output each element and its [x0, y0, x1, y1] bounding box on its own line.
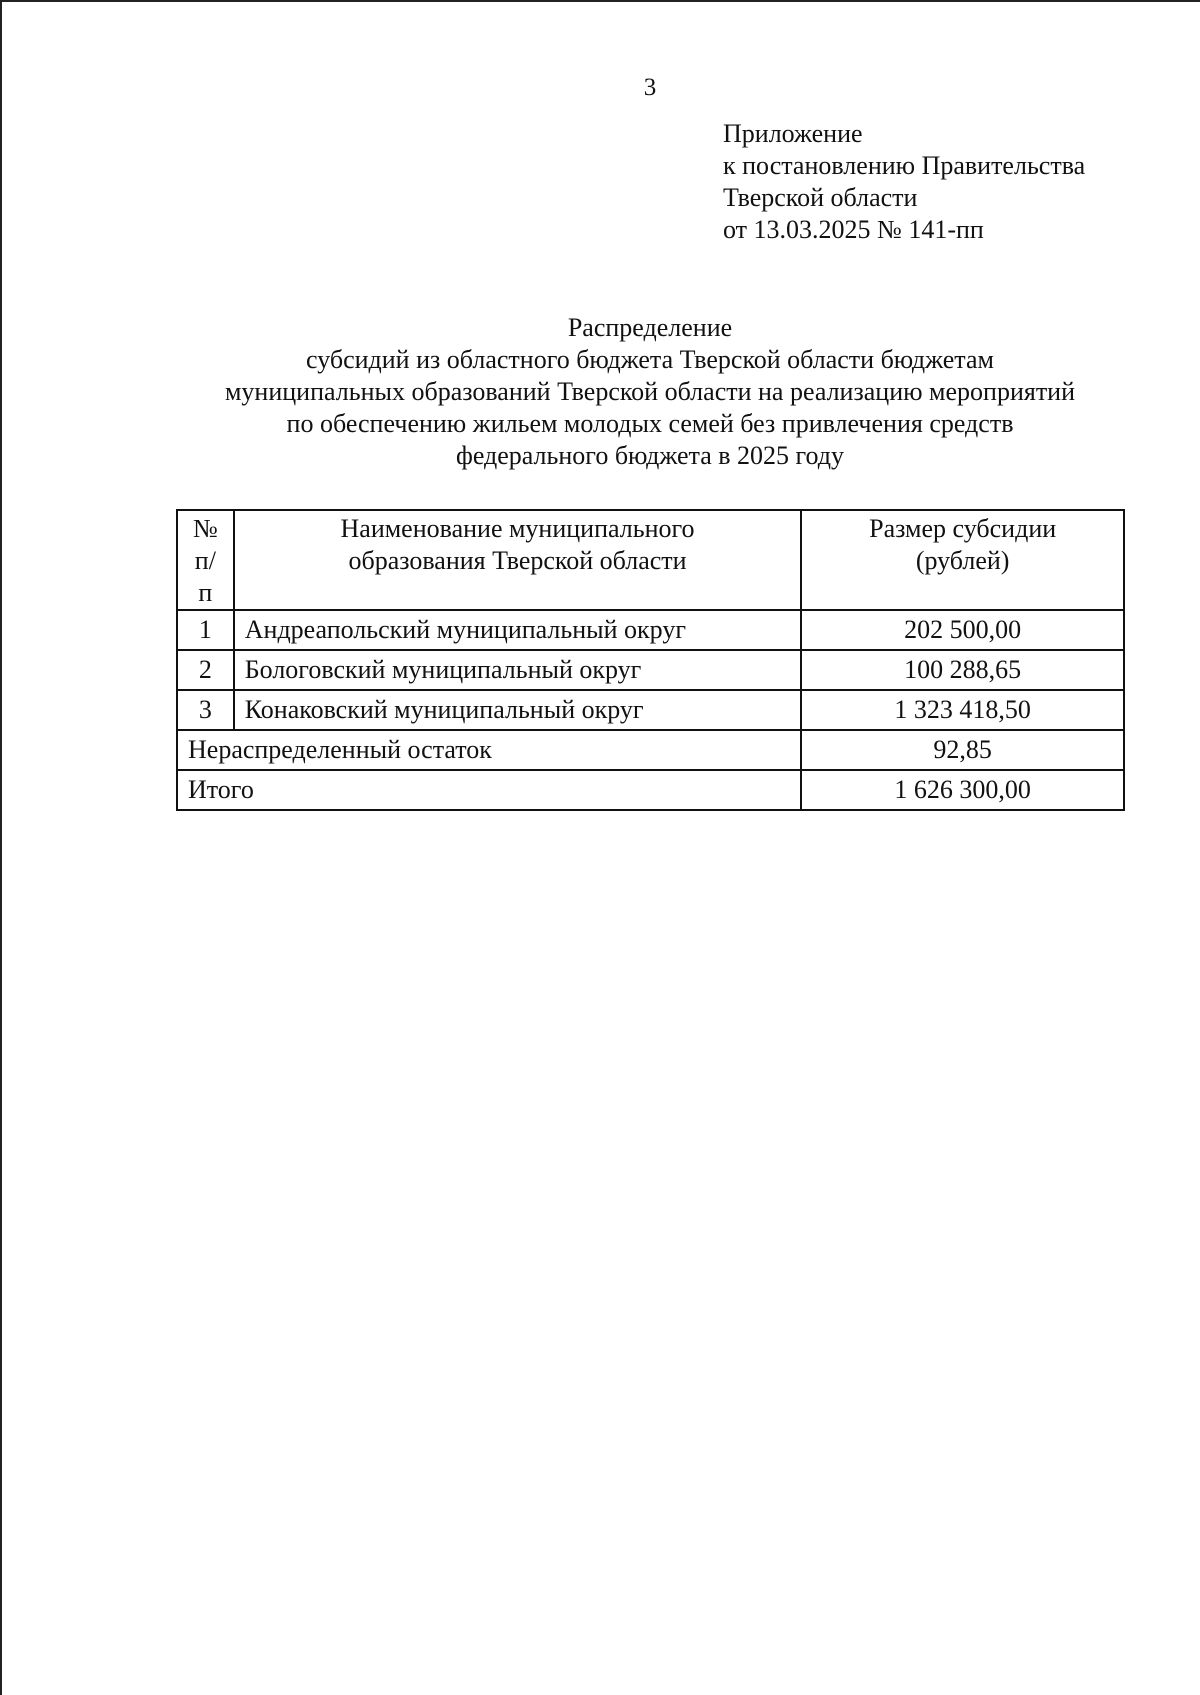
document-heading [160, 312, 1140, 472]
row-name: Бологовский муниципальный округ [234, 650, 802, 690]
remainder-row [177, 730, 1124, 770]
row-num: 3 [177, 690, 234, 730]
remainder-amount: 92,85 [801, 730, 1124, 770]
heading-line: Распределение [567, 313, 733, 342]
heading-line: субсидий из областного бюджета Тверской области бюджетам [306, 345, 994, 374]
appendix-line: к постановлению Правительства [723, 151, 1086, 180]
appendix-line: от 13.03.2025 № 141-пп [723, 215, 984, 244]
table-row [177, 690, 1124, 730]
row-num: 1 [177, 610, 234, 650]
row-name: Конаковский муниципальный округ [234, 690, 802, 730]
heading-line: муниципальных образований Тверской области на реализацию мероприятий [224, 377, 1076, 406]
header-name: Наименование муниципального образования Тверской области [234, 510, 802, 610]
row-amount: 1 323 418,50 [801, 690, 1124, 730]
row-amount: 100 288,65 [801, 650, 1124, 690]
table-header-row [177, 510, 1124, 610]
appendix-block [723, 118, 1085, 246]
table-row [177, 610, 1124, 650]
total-row [177, 770, 1124, 810]
page-border-left [0, 0, 2, 1695]
appendix-line: Тверской области [723, 183, 918, 212]
page-number: 3 [643, 74, 657, 101]
row-amount: 202 500,00 [801, 610, 1124, 650]
heading-line: по обеспечению жильем молодых семей без привлечения средств [286, 409, 1014, 438]
row-num: 2 [177, 650, 234, 690]
total-amount: 1 626 300,00 [801, 770, 1124, 810]
header-num: № п/п [177, 510, 234, 610]
remainder-label: Нераспределенный остаток [177, 730, 801, 770]
header-amount: Размер субсидии (рублей) [801, 510, 1124, 610]
page-border-top [0, 0, 1200, 2]
subsidy-table [176, 509, 1125, 811]
heading-line: федерального бюджета в 2025 году [455, 441, 845, 470]
table-row [177, 650, 1124, 690]
row-name: Андреапольский муниципальный округ [234, 610, 802, 650]
total-label: Итого [177, 770, 801, 810]
appendix-line: Приложение [723, 119, 863, 148]
